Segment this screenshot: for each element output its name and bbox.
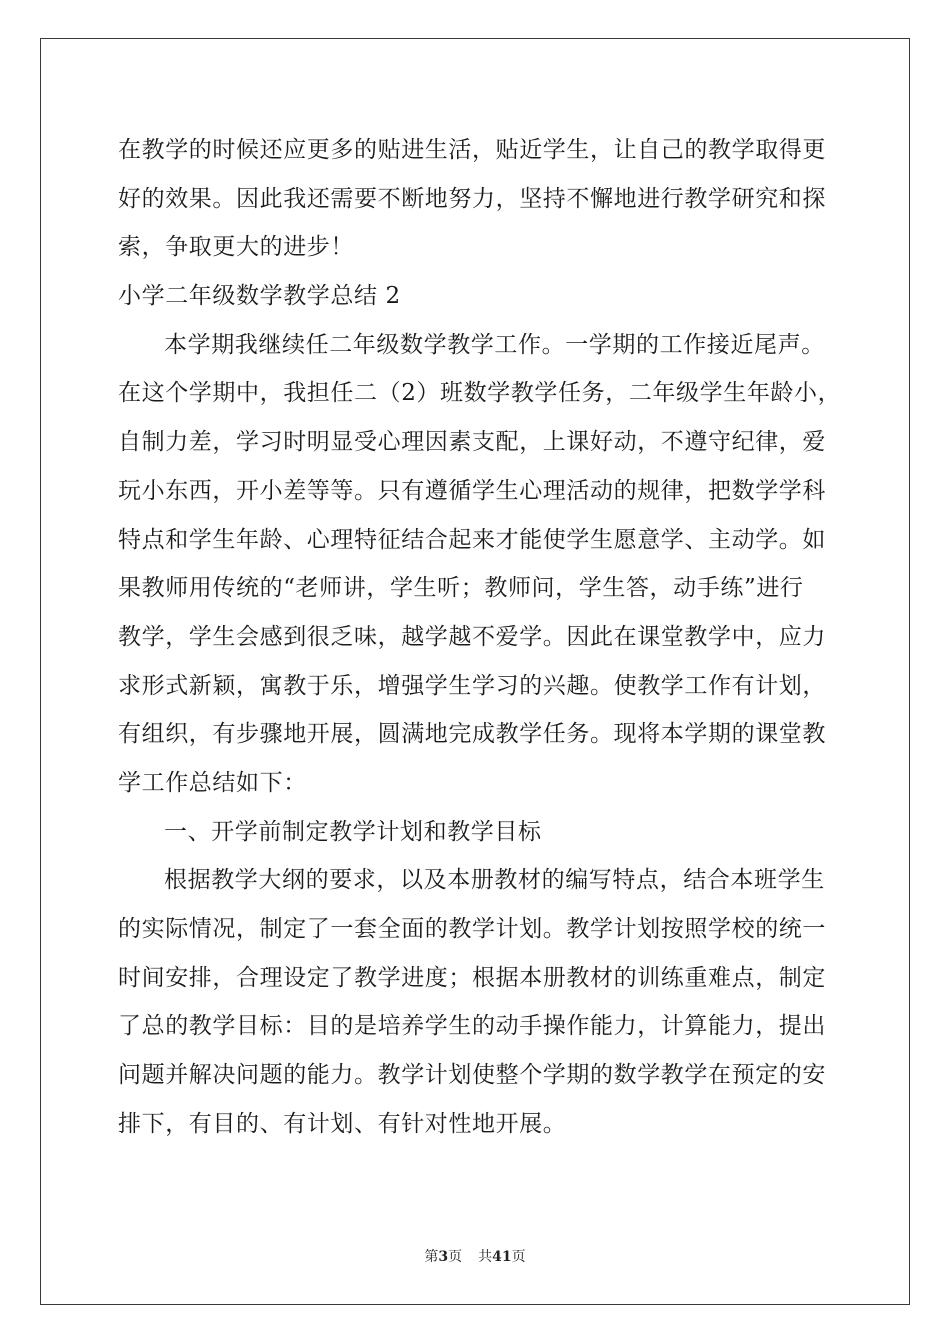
document-body <box>118 126 842 1148</box>
page-label-prefix: 第 <box>424 1249 439 1265</box>
total-pages-number: 41 <box>492 1249 512 1265</box>
text-line: 本学期我继续任二年级数学教学工作。一学期的工作接近尾声。 <box>164 331 825 358</box>
text-line: 在这个学期中，我担任二（2）班数学教学任务，二年级学生年龄小， <box>118 380 842 407</box>
text-line: 玩小东西，开小差等等。只有遵循学生心理活动的规律，把数学学科 <box>118 477 826 504</box>
section-title: 小学二年级数学教学总结 2 <box>118 283 401 310</box>
total-label-suffix: 页 <box>511 1249 526 1265</box>
text-line: 了总的教学目标：目的是培养学生的动手操作能力，计算能力，提出 <box>118 1013 826 1040</box>
text-line: 自制力差，学习时明显受心理因素支配，上课好动，不遵守纪律，爱 <box>118 429 826 456</box>
text-line: 求形式新颖，寓教于乐，增强学生学习的兴趣。使教学工作有计划， <box>118 672 826 699</box>
text-line: 好的效果。因此我还需要不断地努力，坚持不懈地进行教学研究和探 <box>118 185 826 212</box>
text-line: 问题并解决问题的能力。教学计划使整个学期的数学教学在预定的安 <box>118 1062 826 1089</box>
text-line: 有组织，有步骤地开展，圆满地完成教学任务。现将本学期的课堂教 <box>118 721 826 748</box>
text-line: 学工作总结如下： <box>118 769 307 796</box>
current-page-number: 3 <box>438 1249 449 1265</box>
text-line: 在教学的时候还应更多的贴进生活，贴近学生，让自己的教学取得更 <box>118 137 826 163</box>
text-line: 特点和学生年龄、心理特征结合起来才能使学生愿意学、主动学。如 <box>118 526 826 553</box>
subsection-heading: 一、开学前制定教学计划和教学目标 <box>164 818 542 845</box>
text-line: 果教师用传统的“老师讲，学生听；教师问，学生答，动手练”进行 <box>118 575 804 602</box>
total-label-prefix: 共 <box>478 1249 493 1265</box>
text-line: 根据教学大纲的要求，以及本册教材的编写特点，结合本班学生 <box>164 867 825 894</box>
text-line: 时间安排，合理设定了教学进度；根据本册教材的训练重难点，制定 <box>118 964 826 991</box>
text-line: 教学，学生会感到很乏味，越学越不爱学。因此在课堂教学中，应力 <box>118 623 826 650</box>
page-footer <box>0 1246 950 1266</box>
page-label-suffix: 页 <box>448 1249 463 1265</box>
text-line: 的实际情况，制定了一套全面的教学计划。教学计划按照学校的统一 <box>118 916 826 942</box>
text-line: 索，争取更大的进步！ <box>118 234 354 261</box>
text-line: 排下，有目的、有计划、有针对性地开展。 <box>118 1110 567 1137</box>
